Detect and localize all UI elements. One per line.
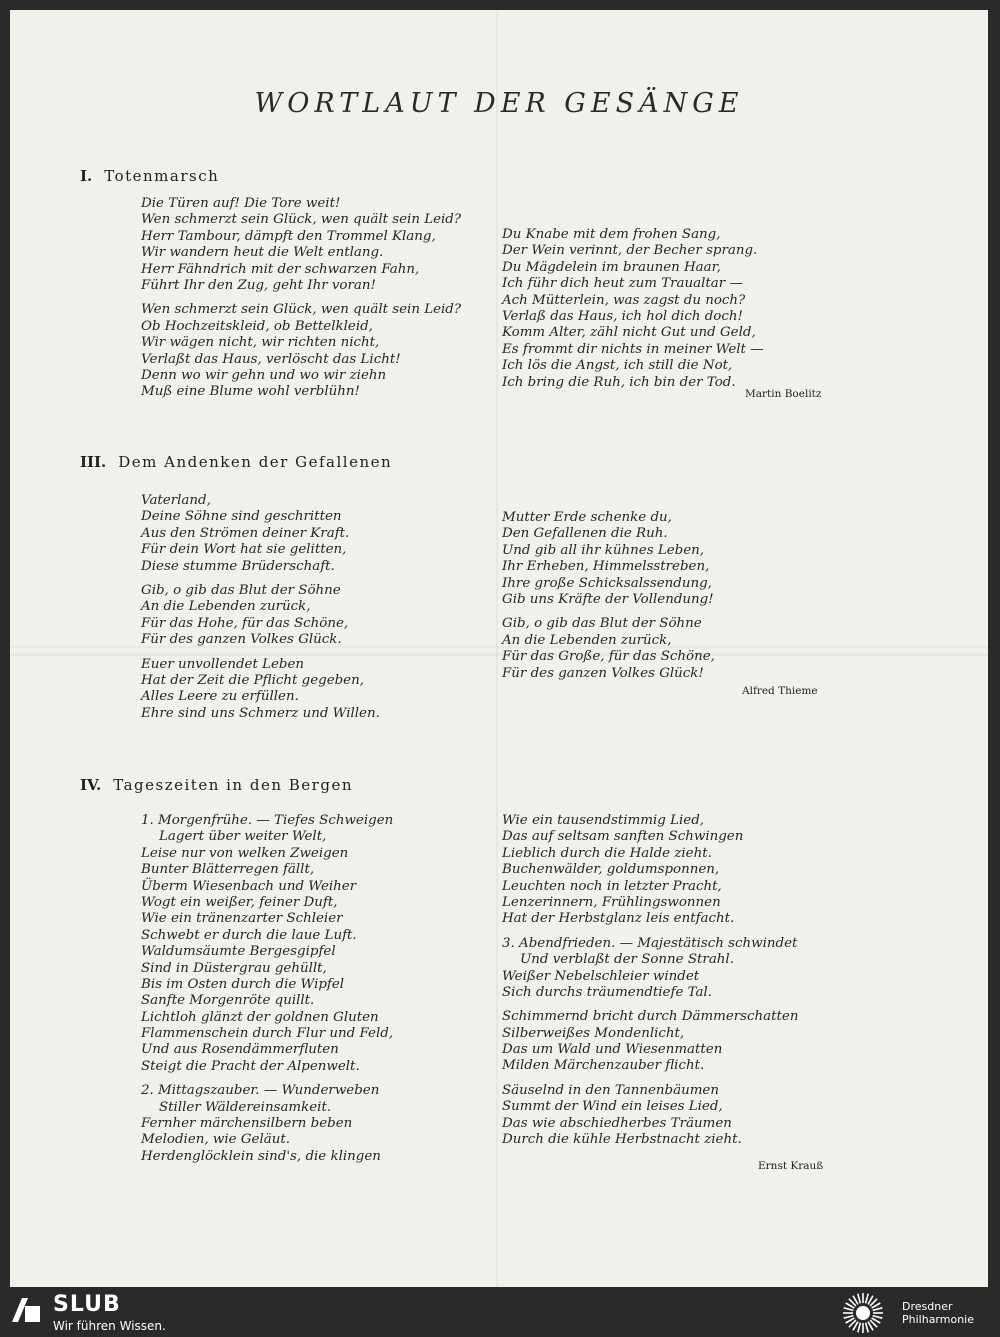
poem-line: 1. Morgenfrühe. — Tiefes Schweigen [141, 813, 394, 828]
poem-column-right [502, 813, 798, 1148]
stanza-break [502, 928, 798, 936]
poem-line: Und aus Rosendämmerfluten [141, 1042, 339, 1058]
poem-line: Herdenglöcklein sind's, die klingen [141, 1148, 381, 1164]
poem-line: Ihre große Schicksalssendung, [502, 575, 712, 591]
poem-line: Wie ein tausendstimmig Lied, [502, 813, 705, 828]
poem-line: Sich durchs träumendtiefe Tal. [502, 984, 713, 1000]
section-title: Dem Andenken der Gefallenen [118, 453, 393, 471]
poem-line: Lieblich durch die Halde zieht. [502, 845, 712, 861]
author-credit: Ernst Krauß [758, 1160, 824, 1172]
poem-line: Vaterland, [141, 493, 211, 508]
poem-line: Diese stumme Brüderschaft. [141, 558, 335, 574]
stanza-break [141, 649, 380, 657]
poem-line: Herr Fähndrich mit der schwarzen Fahn, [141, 261, 420, 277]
poem-line: Weißer Nebelschleier windet [502, 968, 700, 984]
poem-line: Wen schmerzt sein Glück, wen quält sein Leid? [141, 212, 462, 228]
poem-line: Schimmernd bricht durch Dämmerschatten [502, 1009, 799, 1025]
poem-line: Gib, o gib das Blut der Söhne [502, 616, 702, 632]
poem-line: Ich bring die Ruh, ich bin der Tod. [502, 374, 736, 390]
poem-line: Lagert über weiter Welt, [159, 829, 327, 845]
section-heading-totenmarsch [80, 167, 219, 185]
poem-line: Summt der Wind ein leises Lied, [502, 1099, 723, 1115]
poem-line: Deine Söhne sind geschritten [141, 509, 342, 525]
partner-name-line1: Dresdner [902, 1300, 953, 1313]
section-title: Totenmarsch [104, 167, 220, 185]
poem-line: Milden Märchenzauber flicht. [502, 1058, 705, 1074]
poem-line: Führt Ihr den Zug, geht Ihr voran! [141, 277, 376, 293]
section-heading-gefallenen [80, 453, 392, 471]
poem-line: Herr Tambour, dämpft den Trommel Klang, [141, 228, 436, 244]
poem-line: Ob Hochzeitskleid, ob Bettelkleid, [141, 318, 373, 334]
stanza-break [141, 575, 380, 583]
poem-line: Wir wägen nicht, wir richten nicht, [141, 335, 380, 351]
poem-line: Flammenschein durch Flur und Feld, [141, 1026, 394, 1042]
poem-line: Leuchten noch in letzter Pracht, [502, 878, 722, 894]
poem-line: Für des ganzen Volkes Glück. [141, 632, 342, 648]
section-number: IV. [80, 776, 102, 794]
footer-bar [0, 1288, 1000, 1337]
poem-line: Silberweißes Mondenlicht, [502, 1025, 685, 1041]
poem-line: Wogt ein weißer, feiner Duft, [141, 894, 338, 910]
poem-line: Das wie abschiedherbes Träumen [502, 1115, 732, 1131]
poem-line: Lichtloh glänzt der goldnen Gluten [141, 1009, 379, 1025]
poem-line: Schwebt er durch die laue Luft. [141, 927, 357, 943]
author-credit: Martin Boelitz [745, 388, 822, 400]
stanza-break [141, 1075, 393, 1083]
poem-line: Euer unvollendet Leben [141, 656, 305, 672]
poem-line: Lenzerinnern, Frühlingswonnen [502, 894, 721, 910]
section-number: III. [80, 453, 107, 471]
partner-name [902, 1300, 974, 1326]
poem-line: Wen schmerzt sein Glück, wen quält sein Leid? [141, 302, 462, 318]
poem-line: Verlaßt das Haus, verlöscht das Licht! [141, 351, 401, 367]
poem-line: Der Wein verinnt, der Becher sprang. [502, 243, 758, 259]
poem-line: Komm Alter, zähl nicht Gut und Geld, [502, 325, 756, 341]
poem-line: Wir wandern heut die Welt entlang. [141, 245, 384, 261]
poem-line: Ich lös die Angst, ich still die Not, [502, 358, 733, 374]
author-credit: Alfred Thieme [742, 685, 818, 697]
poem-column-left [141, 196, 461, 401]
poem-line: Hat der Herbstglanz leis entfacht. [502, 911, 735, 927]
poem-line: Die Türen auf! Die Tore weit! [141, 196, 341, 211]
poem-line: Denn wo wir gehn und wo wir ziehn [141, 367, 387, 383]
stanza-break [502, 1075, 798, 1083]
poem-line: Sind in Düstergrau gehüllt, [141, 960, 327, 976]
poem-line: Für das Hohe, für das Schöne, [141, 615, 349, 631]
poem-line: Bis im Osten durch die Wipfel [141, 976, 345, 992]
poem-line: An die Lebenden zurück, [141, 599, 311, 615]
paper-fold-vertical [496, 10, 498, 1287]
slub-tagline: Wir führen Wissen. [53, 1319, 166, 1333]
poem-column-right [502, 510, 715, 682]
poem-line: Und verblaßt der Sonne Strahl. [520, 952, 734, 968]
poem-line: Ach Mütterlein, was zagst du noch? [502, 292, 746, 308]
poem-line: Muß eine Blume wohl verblühn! [141, 384, 360, 400]
slub-logo-icon [12, 1298, 40, 1322]
poem-line: Ich führ dich heut zum Traualtar — [502, 276, 743, 292]
poem-line: Säuselnd in den Tannenbäumen [502, 1082, 719, 1098]
poem-line: Den Gefallenen die Ruh. [502, 526, 668, 542]
poem-line: Für dein Wort hat sie gelitten, [141, 542, 347, 558]
stanza-break [141, 294, 461, 302]
poem-line: Bunter Blätterregen fällt, [141, 862, 315, 878]
poem-line: Aus den Strömen deiner Kraft. [141, 525, 350, 541]
poem-line: Melodien, wie Geläut. [141, 1132, 290, 1148]
poem-column-left [141, 813, 393, 1165]
poem-line: Leise nur von welken Zweigen [141, 845, 349, 861]
poem-line: Das auf seltsam sanften Schwingen [502, 829, 744, 845]
poem-line: Buchenwälder, goldumsponnen, [502, 862, 720, 878]
poem-line: Du Mägdelein im braunen Haar, [502, 259, 721, 275]
poem-line: Gib, o gib das Blut der Söhne [141, 582, 341, 598]
poem-column-right [502, 227, 764, 391]
poem-line: Es frommt dir nichts in meiner Welt — [502, 341, 764, 357]
poem-line: Stiller Wäldereinsamkeit. [159, 1099, 332, 1115]
poem-column-left [141, 493, 380, 722]
poem-line: Fernher märchensilbern beben [141, 1116, 353, 1132]
poem-line: Und gib all ihr kühnes Leben, [502, 542, 705, 558]
section-title: Tageszeiten in den Bergen [113, 776, 353, 794]
partner-name-line2: Philharmonie [902, 1313, 974, 1326]
poem-line: Das um Wald und Wiesenmatten [502, 1042, 723, 1058]
philharmonie-logo-icon [842, 1292, 884, 1334]
poem-line: Mutter Erde schenke du, [502, 510, 672, 525]
poem-line: Wie ein tränenzarter Schleier [141, 911, 343, 927]
stanza-break [502, 1001, 798, 1009]
stanza-break [502, 608, 715, 616]
poem-line: Waldumsäumte Bergesgipfel [141, 944, 336, 960]
document-page [10, 10, 988, 1287]
poem-line: Alles Leere zu erfüllen. [141, 689, 299, 705]
section-number: I. [80, 167, 93, 185]
poem-line: 2. Mittagszauber. — Wunderweben [141, 1083, 380, 1099]
poem-line: Hat der Zeit die Pflicht gegeben, [141, 672, 364, 688]
poem-line: Du Knabe mit dem frohen Sang, [502, 227, 721, 242]
poem-line: An die Lebenden zurück, [502, 632, 672, 648]
slub-brand: SLUB [53, 1292, 121, 1317]
poem-line: Gib uns Kräfte der Vollendung! [502, 591, 714, 607]
poem-line: Für das Große, für das Schöne, [502, 649, 715, 665]
page-title: WORTLAUT DER GESÄNGE [254, 88, 744, 119]
poem-line: Für des ganzen Volkes Glück! [502, 665, 704, 681]
poem-line: 3. Abendfrieden. — Majestätisch schwindet [502, 935, 798, 951]
poem-line: Ehre sind uns Schmerz und Willen. [141, 705, 380, 721]
poem-line: Durch die kühle Herbstnacht zieht. [502, 1132, 742, 1148]
poem-line: Überm Wiesenbach und Weiher [141, 878, 357, 894]
poem-line: Sanfte Morgenröte quillt. [141, 993, 315, 1009]
section-heading-tageszeiten [80, 776, 353, 794]
poem-line: Steigt die Pracht der Alpenwelt. [141, 1058, 360, 1074]
poem-line: Ihr Erheben, Himmelsstreben, [502, 559, 710, 575]
poem-line: Verlaß das Haus, ich hol dich doch! [502, 308, 743, 324]
